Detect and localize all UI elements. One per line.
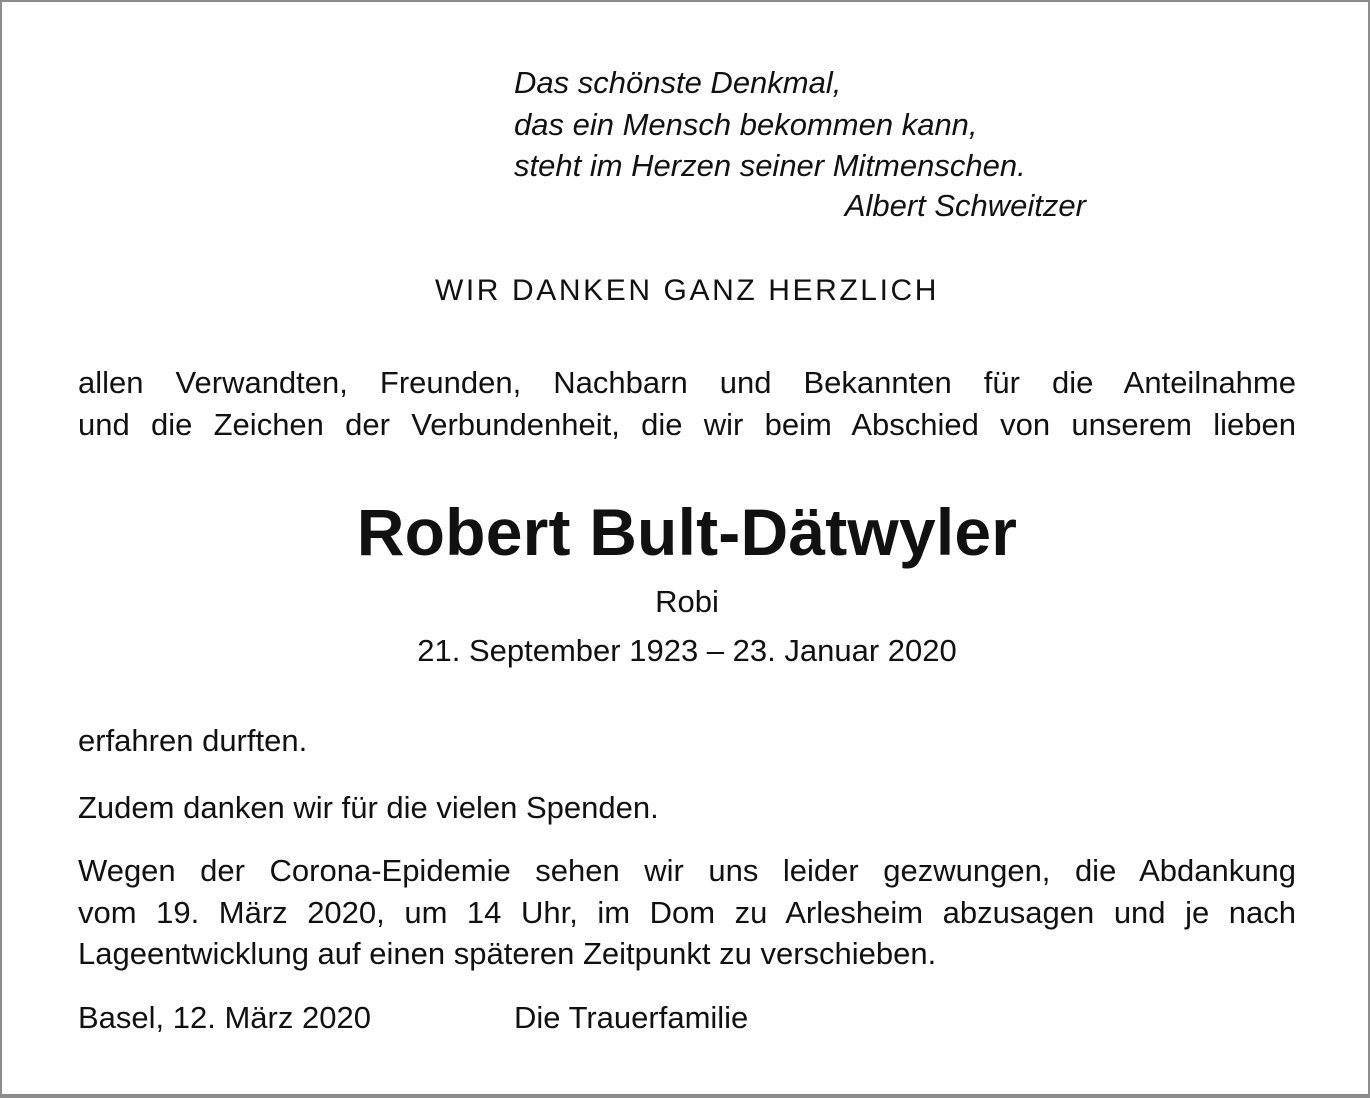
quote-line: das ein Mensch bekommen kann,	[514, 106, 978, 142]
corona-line: Lageentwicklung auf einen späteren Zeitpunkt zu verschieben.	[78, 936, 937, 971]
intro-paragraph	[78, 362, 1296, 445]
erfahren-paragraph: erfahren durften.	[78, 723, 308, 758]
quote-line: Das schönste Denkmal,	[514, 65, 842, 100]
place-date: Basel, 12. März 2020	[78, 1000, 371, 1035]
corona-line: Wegen der Corona-Epidemie sehen wir uns leider gezwungen, die Abdankung	[78, 853, 1296, 888]
corona-paragraph	[78, 850, 1296, 975]
intro-line: allen Verwandten, Freunden, Nachbarn und Bekannten für die Anteilnahme	[78, 365, 1296, 400]
quote-author: Albert Schweitzer	[844, 188, 1086, 223]
quote-line: steht im Herzen seiner Mitmenschen.	[514, 148, 1026, 183]
life-dates: 21. September 1923 – 23. Januar 2020	[417, 633, 957, 668]
deceased-name: Robert Bult-Dätwyler	[356, 495, 1018, 569]
thanks-heading: WIR DANKEN GANZ HERZLICH	[434, 274, 940, 307]
signature: Die Trauerfamilie	[514, 1000, 749, 1035]
corona-line: vom 19. März 2020, um 14 Uhr, im Dom zu Arlesheim abzusagen und je nach	[78, 894, 1296, 930]
quote	[514, 62, 1026, 187]
donations-paragraph: Zudem danken wir für die vielen Spenden.	[78, 790, 659, 825]
intro-line: und die Zeichen der Verbundenheit, die wir beim Abschied von unserem lieben	[78, 406, 1296, 442]
deceased-nickname: Robi	[655, 584, 719, 619]
